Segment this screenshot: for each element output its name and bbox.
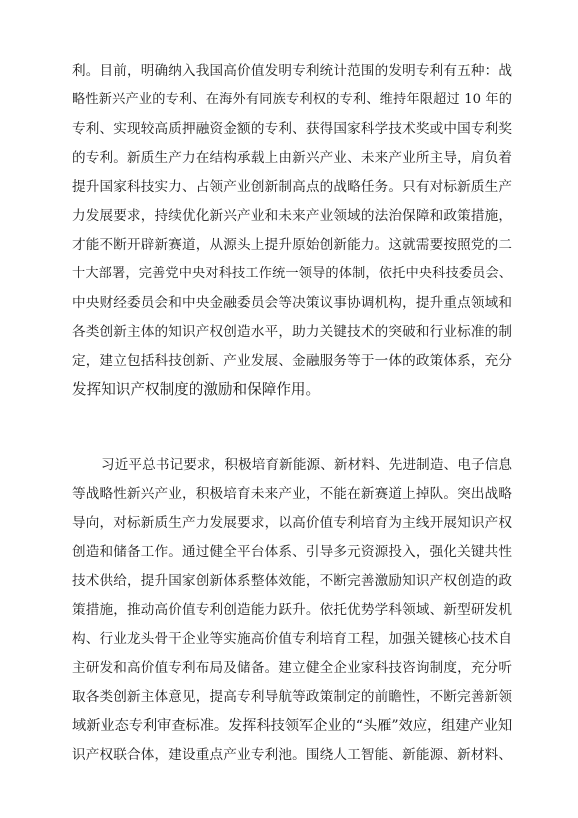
- text-line: 发挥知识产权制度的激励和保障作用。: [72, 381, 321, 398]
- text-line: 提升国家科技实力、占领产业创新制高点的战略任务。只有对标新质生产: [72, 179, 512, 195]
- text-line: 导向，对标新质生产力发展要求，以高价值专利培育为主线开展知识产权: [72, 515, 512, 531]
- text-line: 利。目前，明确纳入我国高价值发明专利统计范围的发明专利有五种：战: [72, 63, 512, 79]
- text-line: 取各类创新主体意见，提高专利导航等政策制定的前瞻性，不断完善新领: [72, 689, 512, 705]
- text-line: 域新业态专利审查标准。发挥科技领军企业的“头雁”效应，组建产业知: [72, 718, 513, 734]
- text-line: 策措施，推动高价值专利创造能力跃升。依托优势学科领域、新型研发机: [72, 602, 512, 618]
- text-line: 定，建立包括科技创新、产业发展、金融服务等于一体的政策体系，充分: [72, 353, 512, 369]
- text-line: 力发展要求，持续优化新兴产业和未来产业领域的法治保障和政策措施，: [72, 208, 512, 224]
- text-line: 技术供给，提升国家创新体系整体效能，不断完善激励知识产权创造的政: [72, 573, 512, 589]
- text-line: 略性新兴产业的专利、在海外有同族专利权的专利、维持年限超过 10 年的: [72, 92, 512, 107]
- text-line: 专利、实现较高质押融资金额的专利、获得国家科学技术奖或中国专利奖: [72, 121, 512, 137]
- text-line: 才能不断开辟新赛道，从源头上提升原始创新能力。这就需要按照党的二: [72, 237, 512, 253]
- text-line: 等战略性新兴产业，积极培育未来产业，不能在新赛道上掉队。突出战略: [72, 486, 512, 502]
- text-line: 各类创新主体的知识产权创造水平，助力关键技术的突破和行业标准的制: [72, 324, 512, 340]
- text-line: 的专利。新质生产力在结构承载上由新兴产业、未来产业所主导，肩负着: [72, 150, 512, 166]
- text-line: 十大部署，完善党中央对科技工作统一领导的体制，依托中央科技委员会、: [72, 266, 512, 281]
- text-line: 识产权联合体，建设重点产业专利池。围绕人工智能、新能源、新材料、: [72, 747, 512, 763]
- text-line: 构、行业龙头骨干企业等实施高价值专利培育工程，加强关键核心技术自: [72, 631, 512, 647]
- text-line: 中央财经委员会和中央金融委员会等决策议事协调机构，提升重点领域和: [72, 295, 512, 311]
- text-line: 主研发和高价值专利布局及储备。建立健全企业家科技咨询制度，充分听: [72, 660, 512, 676]
- text-line: 创造和储备工作。通过健全平台体系、引导多元资源投入，强化关键共性: [72, 544, 512, 560]
- text-line: 习近平总书记要求，积极培育新能源、新材料、先进制造、电子信息: [101, 457, 512, 473]
